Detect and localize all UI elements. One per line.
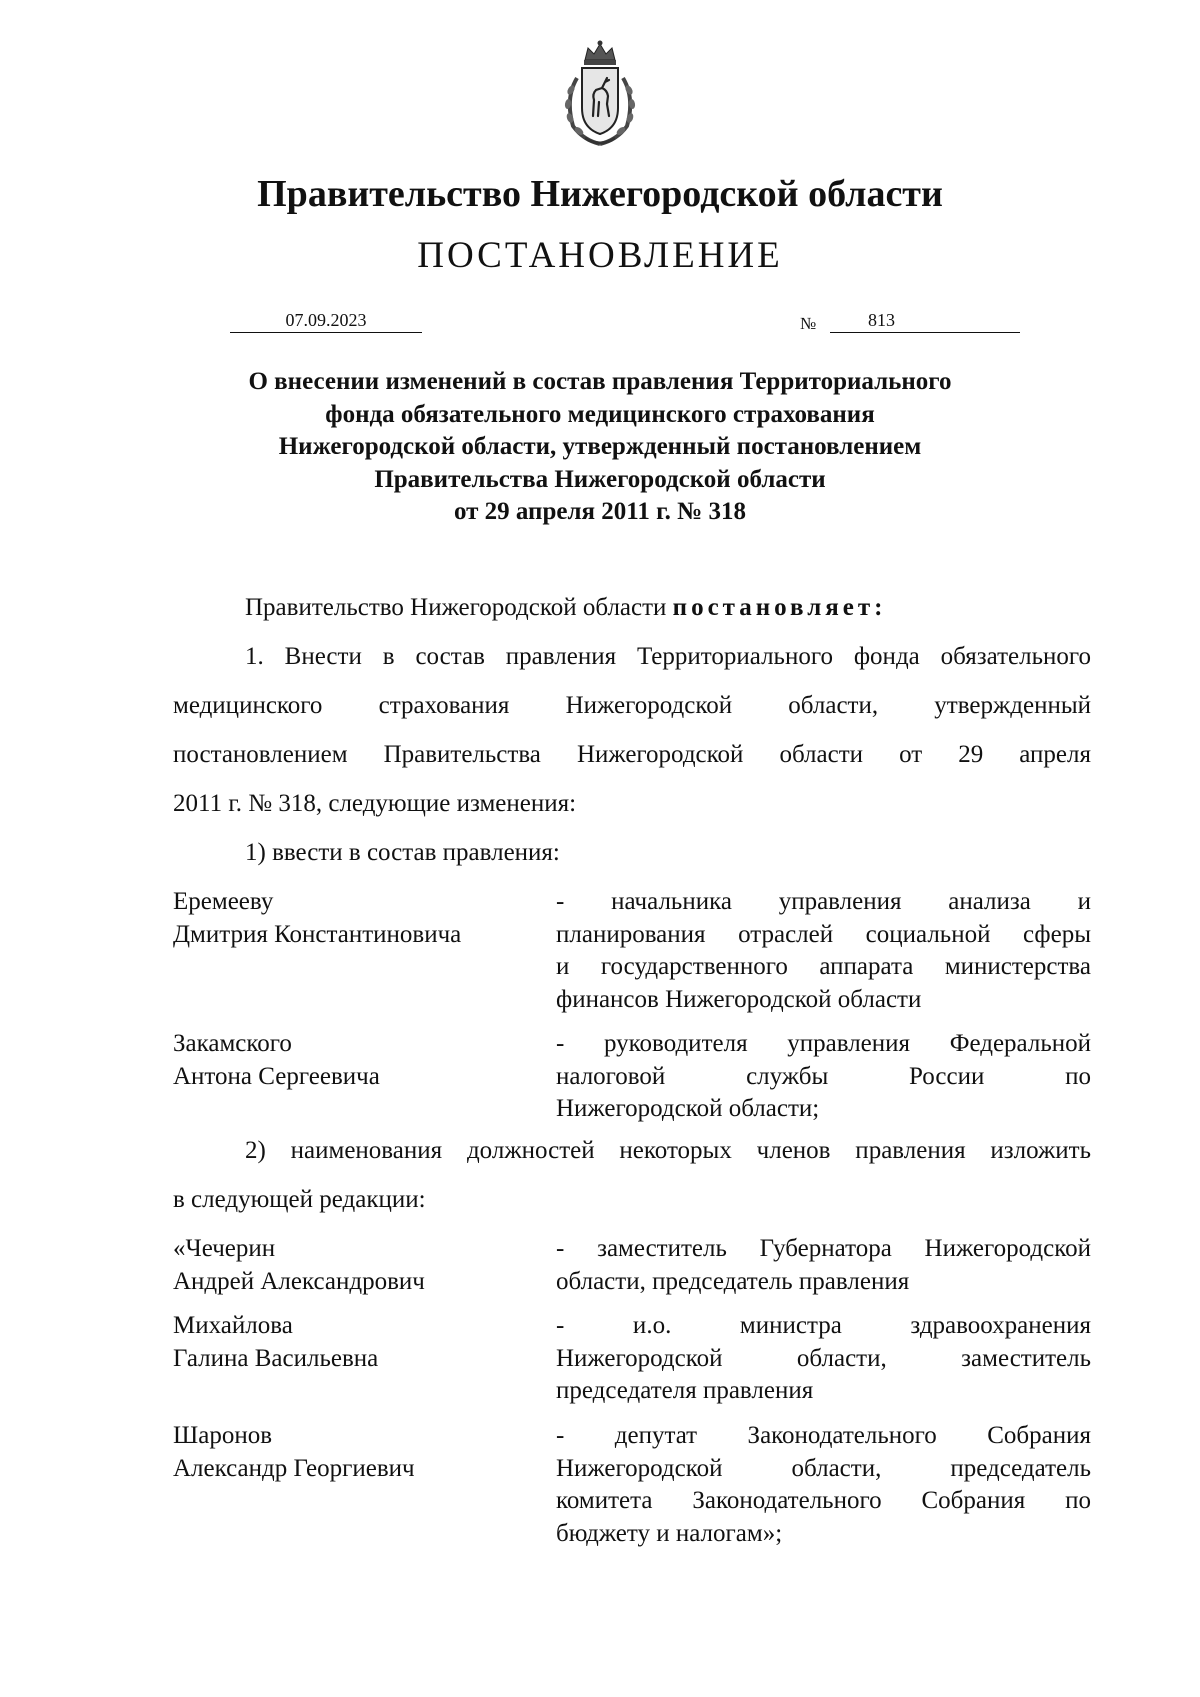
subitem-1: 1) ввести в состав правления: <box>245 839 560 866</box>
document-date: 07.09.2023 <box>230 308 422 333</box>
member-entry <box>173 1310 1091 1408</box>
subject-line: от 29 апреля 2011 г. № 318 <box>453 498 747 525</box>
member-entry <box>173 886 1091 1016</box>
number-label: № <box>800 314 817 333</box>
member-name: Еремееву Дмитрия Константиновича <box>173 888 462 948</box>
member-name: Шаронов Александр Георгиевич <box>173 1422 415 1482</box>
subitem-2-line: 2) наименования должностей некоторых членов правления изложить <box>245 1137 1091 1164</box>
item1-line: 1. Внести в состав правления Территориального фонда обязательного <box>245 643 1091 670</box>
member-entry <box>173 1028 1091 1126</box>
preamble-text: Правительство Нижегородской области <box>245 594 667 621</box>
member-name: Михайлова Галина Васильевна <box>173 1312 379 1372</box>
document-type: ПОСТАНОВЛЕНИЕ <box>417 235 783 276</box>
coat-of-arms-emblem <box>555 38 645 150</box>
member-position: - руководителя управления Федеральной налоговой службы России по Нижегородской области; <box>556 1030 1091 1122</box>
document-number-value: 813 <box>868 310 895 330</box>
item1-line: постановлением Правительства Нижегородской области от 29 апреля <box>173 741 1091 768</box>
subject-line: Правительства Нижегородской области <box>374 465 826 493</box>
member-entry <box>173 1420 1091 1550</box>
document-subject <box>140 366 1060 529</box>
item1-line: 2011 г. № 318, следующие изменения: <box>173 790 577 817</box>
member-position: - и.о. министра здравоохранения Нижегородской области, заместитель председателя правления <box>556 1312 1091 1404</box>
subject-line: Нижегородской области, утвержденный постановлением <box>278 433 922 460</box>
member-name: «Чечерин Андрей Александрович <box>173 1235 425 1295</box>
member-position: - начальника управления анализа и планирования отраслей социальной сферы и государственного аппарата министерства финансов Нижегородской области <box>556 888 1091 1013</box>
subject-line: О внесении изменений в состав правления Территориального <box>248 368 952 395</box>
document-number <box>830 308 1020 333</box>
subitem-2-line: в следующей редакции: <box>173 1186 426 1213</box>
member-position: - депутат Законодательного Собрания Нижегородской области, председатель комитета Законодательного Собрания по бюджету и налогам»; <box>556 1422 1091 1547</box>
item1-line: медицинского страхования Нижегородской области, утвержденный <box>173 692 1091 719</box>
member-entry <box>173 1233 1091 1299</box>
member-position: - заместитель Губернатора Нижегородской области, председатель правления <box>556 1235 1091 1295</box>
preamble <box>173 594 1091 622</box>
resolves-word: постановляет: <box>672 594 887 621</box>
subject-line: фонда обязательного медицинского страхования <box>325 400 875 428</box>
member-name: Закамского Антона Сергеевича <box>173 1030 380 1090</box>
government-title: Правительство Нижегородской области <box>257 173 943 215</box>
